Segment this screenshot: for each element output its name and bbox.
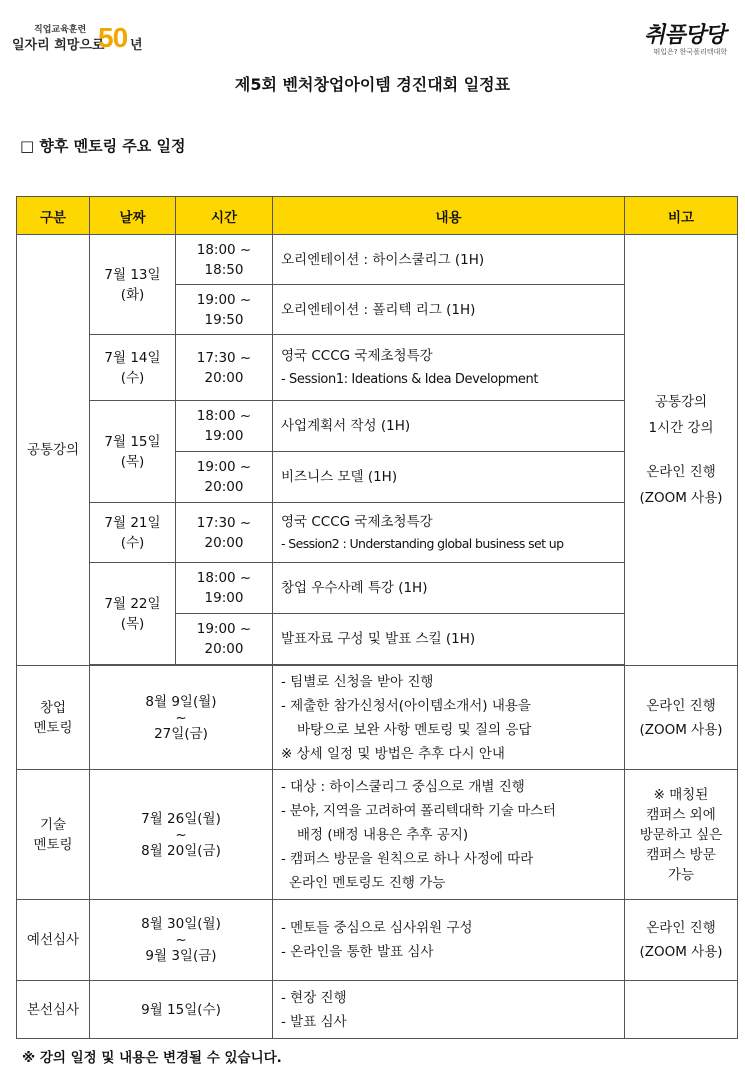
- footnote: ※ 강의 일정 및 내용은 변경될 수 있습니다.: [22, 1050, 282, 1066]
- time-cell: 17:30 ~ 20:00: [176, 503, 273, 563]
- date-cell: 7월 14일 (수): [90, 335, 176, 401]
- category-cell: 창업 멘토링: [17, 666, 90, 770]
- table-row: [17, 235, 738, 285]
- category-cell: 기술 멘토링: [17, 770, 90, 900]
- category-cell: 예선심사: [17, 900, 90, 981]
- time-cell: 18:00 ~ 19:00: [176, 563, 273, 614]
- table-row: [17, 666, 738, 770]
- header-category: 구분: [17, 197, 90, 235]
- time-cell: 17:30 ~ 20:00: [176, 335, 273, 401]
- note-cell: 온라인 진행 (ZOOM 사용): [625, 666, 738, 770]
- logo-number: 50: [98, 22, 128, 53]
- header-time: 시간: [176, 197, 273, 235]
- content-cell: 영국 CCCG 국제초청특강 - Session1: Ideations & Idea Development: [273, 335, 625, 401]
- time-cell: 18:00 ~ 18:50: [176, 235, 273, 285]
- period-cell: 8월 9일(월) ~ 27일(금): [90, 666, 273, 770]
- note-cell: ※ 매칭된 캠퍼스 외에 방문하고 싶은 캠퍼스 방문 가능: [625, 770, 738, 900]
- date-cell: 7월 21일 (수): [90, 503, 176, 563]
- note-cell: [625, 981, 738, 1039]
- period-cell: 7월 26일(월) ~ 8월 20일(금): [90, 770, 273, 900]
- table-row: [17, 900, 738, 981]
- content-cell: 비즈니스 모델 (1H): [273, 452, 625, 503]
- logo-script: 취픔당당: [642, 22, 730, 48]
- header-note: 비고: [625, 197, 738, 235]
- time-cell: 19:00 ~ 20:00: [176, 614, 273, 665]
- period-cell: 9월 15일(수): [90, 981, 273, 1039]
- logo-subtext: 뛰입은? 한국폴리텍대학: [653, 48, 727, 56]
- date-cell: 7월 13일 (화): [90, 235, 176, 335]
- schedule-table: [16, 196, 738, 1039]
- logo-main-text: 일자리 희망으로: [12, 38, 105, 53]
- table-row: [17, 770, 738, 900]
- page-title: 제5회 벤처창업아이템 경진대회 일정표: [234, 75, 511, 94]
- header-date: 날짜: [90, 197, 176, 235]
- header-content: 내용: [273, 197, 625, 235]
- content-cell: 오리엔테이션 : 폴리텍 리그 (1H): [273, 285, 625, 335]
- logo-suffix: 년: [130, 38, 143, 53]
- note-cell: 공통강의 1시간 강의 온라인 진행 (ZOOM 사용): [625, 235, 738, 666]
- table-row: [17, 981, 738, 1039]
- category-cell: 본선심사: [17, 981, 90, 1039]
- content-cell: - 팀별로 신청을 받아 진행 - 제출한 참가신청서(아이템소개서) 내용을 바탕으로 보완 사항 멘토링 및 질의 응답 ※ 상세 일정 및 방법은 추후 다시 안내: [273, 666, 625, 770]
- content-cell: - 대상 : 하이스쿨리그 중심으로 개별 진행 - 분야, 지역을 고려하여 폴리텍대학 기술 마스터 배정 (배정 내용은 추후 공지) - 캠퍼스 방문을 원칙으로 하나 사정에 따라 온라인 멘토링도 진행 가능: [273, 770, 625, 900]
- time-cell: 19:00 ~ 19:50: [176, 285, 273, 335]
- content-cell: 오리엔테이션 : 하이스쿨리그 (1H): [273, 235, 625, 285]
- logo-small-text: 직업교육훈련: [34, 25, 87, 35]
- content-cell: 창업 우수사례 특강 (1H): [273, 563, 625, 614]
- section-title: □ 향후 멘토링 주요 일정: [20, 137, 186, 155]
- time-cell: 19:00 ~ 20:00: [176, 452, 273, 503]
- date-cell: 7월 15일 (목): [90, 401, 176, 503]
- logo-left: [12, 22, 142, 56]
- date-cell: 7월 22일 (목): [90, 563, 176, 665]
- period-cell: 8월 30일(월) ~ 9월 3일(금): [90, 900, 273, 981]
- content-cell: 사업계획서 작성 (1H): [273, 401, 625, 452]
- category-cell: 공통강의: [17, 235, 90, 666]
- content-cell: - 현장 진행 - 발표 심사: [273, 981, 625, 1039]
- content-cell: 영국 CCCG 국제초청특강 - Session2 : Understanding global business set up: [273, 503, 625, 563]
- logo-right: [617, 18, 730, 60]
- content-cell: 발표자료 구성 및 발표 스킬 (1H): [273, 614, 625, 665]
- content-cell: - 멘토들 중심으로 심사위원 구성 - 온라인을 통한 발표 심사: [273, 900, 625, 981]
- note-cell: 온라인 진행 (ZOOM 사용): [625, 900, 738, 981]
- time-cell: 18:00 ~ 19:00: [176, 401, 273, 452]
- table-header-row: [17, 197, 738, 235]
